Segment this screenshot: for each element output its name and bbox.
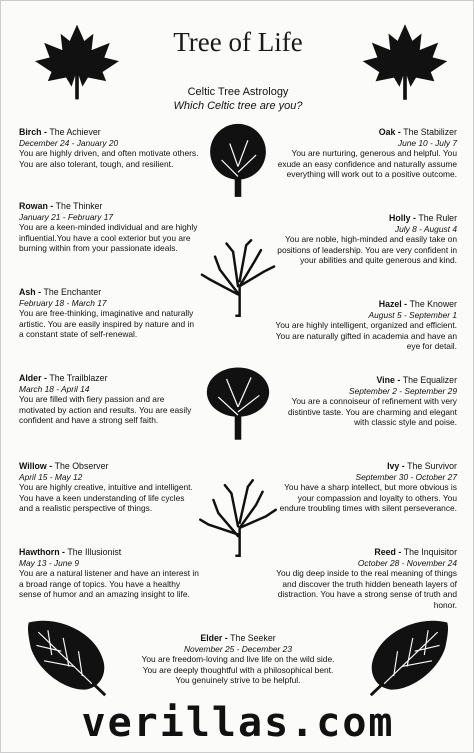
entry-text: You dig deep inside to the real meaning of things and discover the truth hidden beneath layers of distraction. You have a strong sense of truth and honor. bbox=[276, 568, 457, 610]
entry-dates: September 30 - October 27 bbox=[355, 471, 457, 482]
entry-dates: January 21 - February 17 bbox=[19, 211, 114, 222]
footer-site: verillas.com bbox=[81, 700, 395, 746]
entry-role: The Observer bbox=[54, 461, 109, 471]
entry-role: The Stabilizer bbox=[403, 127, 457, 137]
page-title: Tree of Life bbox=[173, 27, 303, 57]
entry-name: Rowan bbox=[19, 201, 48, 211]
entry-dates: December 24 - January 20 bbox=[19, 137, 119, 148]
entry-dates: April 15 - May 12 bbox=[19, 471, 83, 482]
round-tree-icon bbox=[197, 119, 279, 201]
entry-ivy: Ivy - The Survivor September 30 - October 27 You have a sharp intellect, but more obvious is your compassion and loyalty to others. You endure troubling times with silent perseverance. bbox=[271, 461, 457, 514]
entry-dates: July 8 - August 4 bbox=[394, 223, 457, 234]
entry-text: You have a sharp intellect, but more obvious is your compassion and loyalty to others. You endure troubling times with silent perseverance. bbox=[279, 482, 457, 514]
birch-leaf-icon bbox=[361, 613, 457, 699]
entry-name: Holly bbox=[389, 213, 411, 223]
entry-dates: February 18 - March 17 bbox=[19, 297, 107, 308]
entry-role: The Illusionist bbox=[67, 547, 122, 557]
entry-alder: Alder - The Trailblazer March 18 - April 14 You are filled with fiery passion and are motivated by action and results. You are easily confident and have a strong self faith. bbox=[19, 373, 199, 426]
entry-vine: Vine - The Equalizer September 2 - September 29 You are a connoiseur of refinement with very distintive taste. You are charming and elegant with classic style and poise. bbox=[271, 375, 457, 428]
entry-willow: Willow - The Observer April 15 - May 12 You are highly creative, intuitive and intelligent. You have a keen understanding of life cycles and a realistic perspective of things. bbox=[19, 461, 199, 514]
entry-hawthorn: Hawthorn - The Illusionist May 13 - June 9 You are a natural listener and have an interest in a broad range of topics. You have a healthy sense of humor and an amazing insight to life. bbox=[19, 547, 199, 600]
entry-text: You are a connoiseur of refinement with very distintive taste. You are charming and elegant with classic style and poise. bbox=[287, 396, 457, 428]
entry-dates: May 13 - June 9 bbox=[19, 557, 80, 568]
entry-name: Ivy bbox=[387, 461, 400, 471]
entry-oak: Oak - The Stabilizer June 10 - July 7 You are nurturing, generous and helpful. You exude an easy confidence and naturally assume everything will work out to a positive outcome. bbox=[271, 127, 457, 180]
entry-reed: Reed - The Inquisitor October 28 - November 24 You dig deep inside to the real meaning of things and discover the truth hidden beneath layers of distraction. You have a strong sense of truth and honor. bbox=[271, 547, 457, 611]
entry-text: You are freedom-loving and live life on the wild side. You are deeply thoughtful with a philosophical bent. You genuinely strive to be helpful. bbox=[141, 654, 335, 686]
entry-name: Vine bbox=[376, 375, 395, 385]
entry-rowan: Rowan - The Thinker January 21 - February 17 You are a keen-minded individual and are highly influential.You have a cool exterior but you are burning within from your passionate ideals. bbox=[19, 201, 198, 254]
entry-text: You are filled with fiery passion and are motivated by action and results. You are easily confident and have a strong self faith. bbox=[19, 394, 192, 426]
entry-dates: June 10 - July 7 bbox=[397, 137, 457, 148]
entry-hazel: Hazel - The Knower August 5 - September 1 You are highly intelligent, organized and efficient. You are naturally gifted in academia and have an eye for detail. bbox=[271, 299, 457, 352]
entry-text: You are free-thinking, imaginative and naturally artistic. You are easily inspired by nature and in a constant state of self-renewal. bbox=[19, 308, 195, 340]
bare-tree-icon bbox=[197, 237, 279, 319]
entry-text: You are highly creative, intuitive and intelligent. You have a keen understanding of life cycles and a realistic perspective of things. bbox=[19, 482, 193, 514]
entry-role: The Knower bbox=[409, 299, 457, 309]
entry-role: The Achiever bbox=[49, 127, 101, 137]
entry-text: You are nurturing, generous and helpful. You exude an easy confidence and naturally assume everything will work out to a positive outcome. bbox=[277, 148, 457, 180]
question: Which Celtic tree are you? bbox=[173, 100, 303, 112]
entry-role: The Enchanter bbox=[43, 287, 102, 297]
entry-role: The Seeker bbox=[230, 633, 276, 643]
entry-ash: Ash - The Enchanter February 18 - March 17 You are free-thinking, imaginative and naturally artistic. You are easily inspired by nature and in a constant state of self-renewal. bbox=[19, 287, 199, 340]
entry-dates: August 5 - September 1 bbox=[368, 309, 457, 320]
entry-name: Willow bbox=[19, 461, 47, 471]
entry-role: The Thinker bbox=[55, 201, 103, 211]
entry-dates: September 2 - September 29 bbox=[348, 385, 457, 396]
entry-name: Elder bbox=[200, 633, 223, 643]
entry-elder: Elder - The Seeker November 25 - December 23 You are freedom-loving and live life on the wild side. You are deeply thoughtful with a philosophical bent. You genuinely strive to be helpful. bbox=[137, 633, 339, 686]
entry-text: You are a natural listener and have an interest in a broad range of topics. You have a healthy sense of humor and an amazing insight to life. bbox=[19, 568, 199, 600]
entry-text: You are a keen-minded individual and are highly influential.You have a cool exterior but you are burning within from your passionate ideals. bbox=[19, 222, 198, 254]
entry-name: Reed bbox=[374, 547, 396, 557]
birch-leaf-icon bbox=[19, 613, 115, 699]
entry-name: Birch bbox=[19, 127, 42, 137]
entry-name: Hazel bbox=[378, 299, 402, 309]
subtitle-block bbox=[1, 85, 474, 113]
entry-name: Hawthorn bbox=[19, 547, 60, 557]
entry-birch: Birch - The Achiever December 24 - January 20 You are highly driven, and often motivate others. You are also tolerant, tough, and resilient. bbox=[19, 127, 199, 169]
entry-role: The Inquisitor bbox=[403, 547, 457, 557]
entry-dates: March 18 - April 14 bbox=[19, 383, 90, 394]
entry-text: You are highly driven, and often motivate others. You are also tolerant, tough, and resilient. bbox=[19, 148, 199, 169]
round-tree-icon bbox=[197, 361, 279, 443]
entry-name: Oak bbox=[378, 127, 396, 137]
entry-role: The Trailblazer bbox=[49, 373, 108, 383]
bare-tree-icon bbox=[197, 477, 279, 559]
entry-dates: November 25 - December 23 bbox=[184, 643, 292, 654]
entry-role: The Ruler bbox=[418, 213, 457, 223]
entry-text: You are noble, high-minded and easily take on positions of leadership. You are very confident in your abilities and quite generous and kind. bbox=[277, 234, 457, 266]
entry-text: You are highly intelligent, organized and efficient. You are naturally gifted in academia and have an eye for detail. bbox=[275, 320, 457, 352]
subtitle: Celtic Tree Astrology bbox=[187, 86, 289, 98]
entry-name: Alder bbox=[19, 373, 42, 383]
entry-role: The Survivor bbox=[407, 461, 457, 471]
entry-role: The Equalizer bbox=[402, 375, 457, 385]
entry-dates: October 28 - November 24 bbox=[357, 557, 457, 568]
entry-holly: Holly - The Ruler July 8 - August 4 You are noble, high-minded and easily take on positions of leadership. You are very confident in your abilities and quite generous and kind. bbox=[271, 213, 457, 266]
entry-name: Ash bbox=[19, 287, 36, 297]
